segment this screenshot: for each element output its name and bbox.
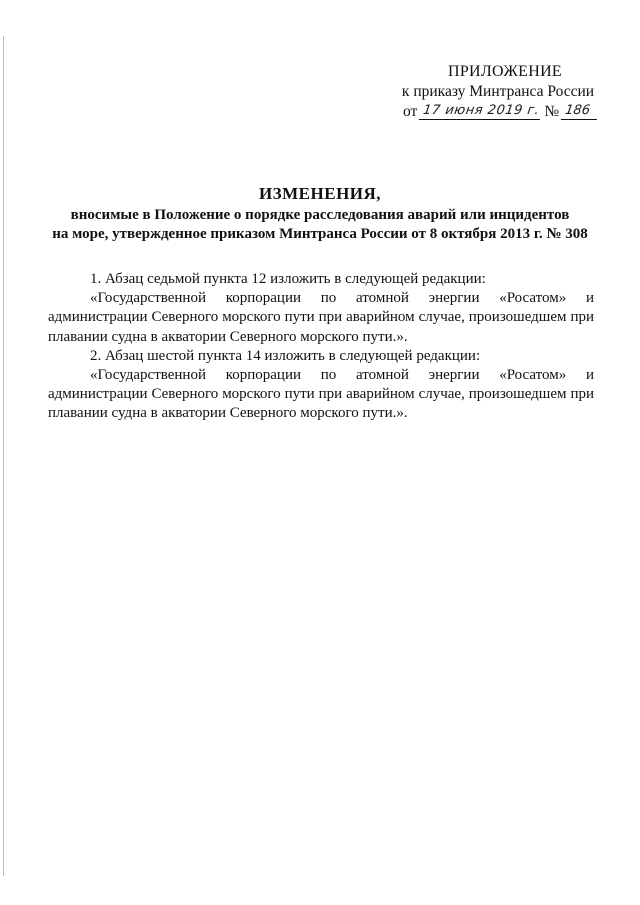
paragraph-item-2: 2. Абзац шестой пункта 14 изложить в следующей редакции: — [90, 347, 481, 364]
document-heading — [50, 182, 590, 244]
heading-subtitle-line-1: вносимые в Положение о порядке расследования аварий или инцидентов — [70, 207, 570, 223]
appendix-block — [398, 62, 598, 122]
paragraph-item-1: 1. Абзац седьмой пункта 12 изложить в следующей редакции: — [90, 271, 486, 287]
appendix-order-reference: к приказу Минтранса России — [401, 83, 595, 100]
paragraph-item-1-text: «Государственной корпорации по атомной энергии «Росатом» и администрации Северного морского пути при аварийном случае, произошедшем при плавании судна в акватории Северного морского пути.». — [48, 290, 594, 345]
date-prefix: от — [403, 103, 418, 120]
appendix-date-line — [398, 102, 598, 122]
handwritten-order-number: 186 — [561, 103, 599, 120]
heading-title: ИЗМЕНЕНИЯ, — [258, 184, 382, 203]
handwritten-date: 17 июня 2019 г. — [419, 103, 542, 120]
number-prefix: № — [544, 103, 560, 120]
document-body — [48, 270, 594, 424]
appendix-title: ПРИЛОЖЕНИЕ — [447, 63, 562, 80]
heading-subtitle-line-2: на море, утвержденное приказом Минтранса России от 8 октября 2013 г. № 308 — [52, 226, 588, 242]
paragraph-item-2-text: «Государственной корпорации по атомной энергии «Росатом» и администрации Северного морского пути при аварийном случае, произошедшем при плавании судна в акватории Северного морского пути.». — [48, 367, 594, 422]
scan-edge-line — [3, 36, 4, 876]
